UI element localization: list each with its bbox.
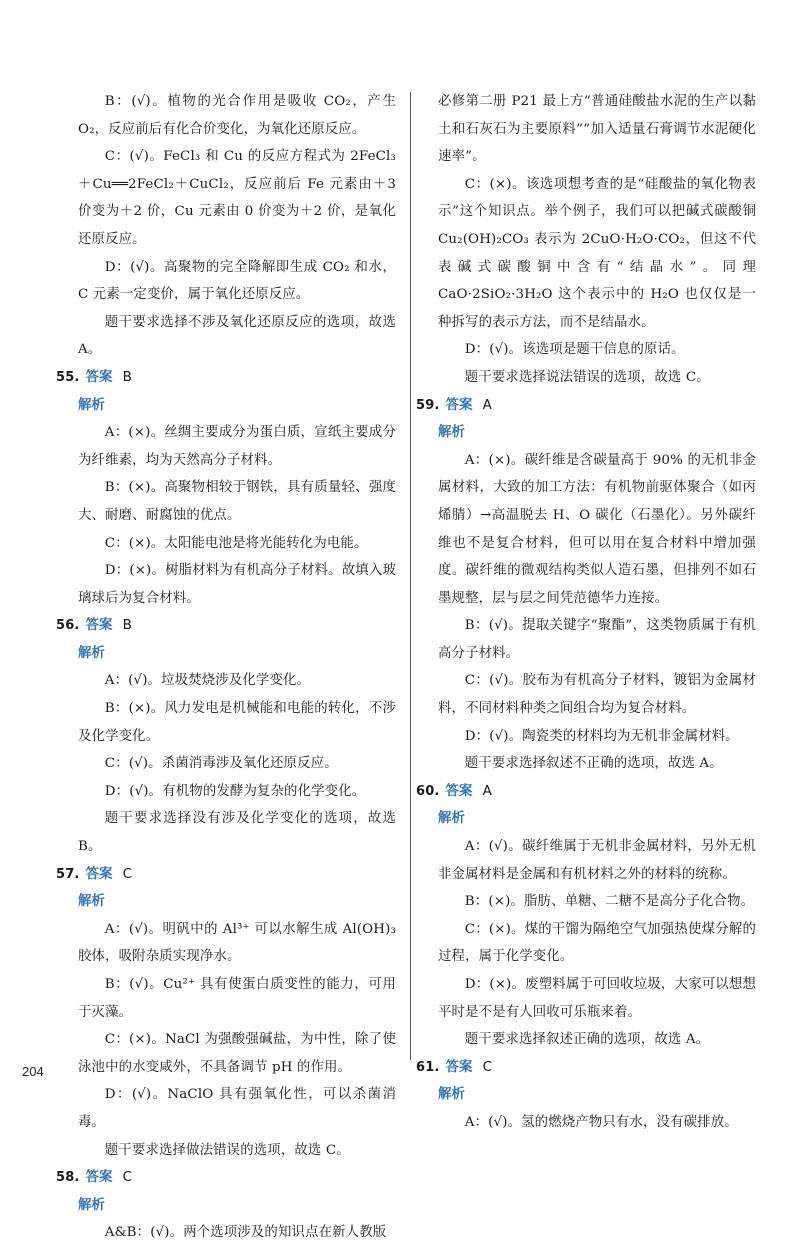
explanation-paragraph: D：(×)。树脂材料为有机高分子材料。故填入玻璃球后为复合材料。 [78,563,396,606]
question-number: 56. [56,618,80,634]
explanation-paragraph: D：(√)。有机物的发酵为复杂的化学变化。 [104,783,366,799]
explanation-paragraph: C：(×)。煤的干馏为隔绝空气加强热使煤分解的过程，属于化学变化。 [438,921,756,965]
answer-label: 答案 [85,866,113,882]
explanation-paragraph: 题干要求选择不涉及氧化还原反应的选项，故选 A。 [78,314,396,358]
analysis-label: 解析 [78,397,106,413]
explanation-paragraph: 题干要求选择叙述正确的选项，故选 A。 [464,1032,710,1048]
question-number: 58. [56,1170,80,1186]
question-number: 55. [56,369,80,385]
explanation-paragraph: B：(×)。高聚物相较于钢铁，具有质量轻、强度大、耐磨、耐腐蚀的优点。 [78,480,396,523]
right-column [416,88,756,1137]
explanation-paragraph: 题干要求选择没有涉及化学变化的选项，故选 B。 [78,811,396,855]
explanation-paragraph: D：(√)。NaClO 具有强氧化性，可以杀菌消毒。 [78,1087,396,1130]
question-answer-heading [416,1054,756,1082]
question-number: 60. [416,783,440,799]
explanation-paragraph: C：(√)。胶布为有机高分子材料，镀铝为金属材料，不同材料种类之间组合均为复合材料。 [438,673,756,717]
explanation-paragraph: A：(×)。碳纤维是含碳量高于 90% 的无机非金属材料，大致的加工方法：有机物前驱体聚合（如丙烯腈）→高温脱去 H、O 碳化（石墨化）。另外碳纤维也不是复合材料，但可以用在复合材料中增加强度。碳纤维的微观结构类似人造石墨，但排列不如石墨规整，层与层之间凭范德华力连接。 [438,452,756,606]
left-column [56,88,396,1247]
question-number: 57. [56,866,80,882]
explanation-paragraph: D：(√)。陶瓷类的材料均为无机非金属材料。 [464,728,739,744]
explanation-paragraph: A：(√)。碳纤维属于无机非金属材料，另外无机非金属材料是金属和有机材料之外的材料的统称。 [438,839,756,882]
analysis-label: 解析 [78,894,106,910]
analysis-label: 解析 [78,645,106,661]
answer-choice: C [482,1059,493,1075]
explanation-paragraph: D：(√)。该选项是题干信息的原话。 [464,342,685,358]
explanation-paragraph: A：(×)。丝绸主要成分为蛋白质，宣纸主要成分为纤维素，均为天然高分子材料。 [78,425,396,468]
question-answer-heading [56,364,396,392]
explanation-paragraph: C：(√)。杀菌消毒涉及氧化还原反应。 [104,756,338,772]
answer-choice: B [122,618,132,634]
answer-label: 答案 [85,1170,113,1186]
explanation-paragraph: 题干要求选择说法错误的选项，故选 C。 [464,369,710,385]
explanation-paragraph: C：(×)。NaCl 为强酸强碱盐，为中性，除了使泳池中的水变咸外，不具备调节 pH 的作用。 [78,1032,396,1075]
question-answer-heading [56,861,396,889]
question-answer-heading [56,612,396,640]
answer-choice: A [482,397,492,413]
explanation-paragraph: B：(×)。脂肪、单糖、二糖不是高分子化合物。 [464,894,755,910]
answer-choice: B [122,369,132,385]
explanation-paragraph: B：(√)。植物的光合作用是吸收 CO₂，产生 O₂，反应前后有化合价变化，为氧化还原反应。 [78,94,396,137]
page-number: 204 [22,1064,44,1079]
explanation-paragraph: D：(×)。废塑料属于可回收垃圾，大家可以想想平时是不是有人回收可乐瓶来着。 [438,977,756,1020]
explanation-paragraph: A：(√)。明矾中的 Al³⁺ 可以水解生成 Al(OH)₃ 胶体，吸附杂质实现净水。 [78,921,396,965]
question-answer-heading [56,1164,396,1192]
explanation-paragraph: C：(√)。FeCl₃ 和 Cu 的反应方程式为 2FeCl₃＋Cu══2FeCl₂＋CuCl₂，反应前后 Fe 元素由＋3 价变为＋2 价，Cu 元素由 0 价变为＋2 价，是氧化还原反应。 [78,149,396,247]
column-divider [410,92,411,1060]
question-answer-heading [416,778,756,806]
analysis-label: 解析 [438,1087,466,1103]
explanation-paragraph: 必修第二册 P21 最上方“普通硅酸盐水泥的生产以黏土和石灰石为主要原料”“加入适量石膏调节水泥硬化速率”。 [438,94,756,165]
answer-label: 答案 [445,397,473,413]
explanation-paragraph: B：(√)。提取关键字“聚酯”，这类物质属于有机高分子材料。 [438,618,756,661]
analysis-label: 解析 [78,1197,106,1213]
answer-label: 答案 [85,618,113,634]
analysis-label: 解析 [438,425,466,441]
answer-choice: C [122,1170,133,1186]
explanation-paragraph: B：(×)。风力发电是机械能和电能的转化，不涉及化学变化。 [78,701,396,744]
explanation-paragraph: D：(√)。高聚物的完全降解即生成 CO₂ 和水，C 元素一定变价，属于氧化还原反应。 [78,259,396,303]
analysis-label: 解析 [438,811,466,827]
answer-choice: C [122,866,133,882]
explanation-paragraph: C：(×)。该选项想考查的是“硅酸盐的氧化物表示”这个知识点。举个例子，我们可以把碱式碳酸铜 Cu₂(OH)₂CO₃ 表示为 2CuO·H₂O·CO₂，但这不代表碱式碳酸铜中含有“结晶水”。同理 CaO·2SiO₂·3H₂O 这个表示中的 H₂O 也仅仅是一种拆写的表示方法，而不是结晶水。 [438,176,756,330]
explanation-paragraph: C：(×)。太阳能电池是将光能转化为电能。 [104,535,368,551]
explanation-paragraph: B：(√)。Cu²⁺ 具有使蛋白质变性的能力，可用于灭藻。 [78,977,396,1020]
explanation-paragraph: 题干要求选择叙述不正确的选项，故选 A。 [464,756,723,772]
question-answer-heading [416,392,756,420]
answer-label: 答案 [445,783,473,799]
explanation-paragraph: A&B：(√)。两个选项涉及的知识点在新人教版 [104,1225,387,1241]
explanation-paragraph: 题干要求选择做法错误的选项，故选 C。 [104,1142,350,1158]
explanation-paragraph: A：(√)。垃圾焚烧涉及化学变化。 [104,673,311,689]
answer-choice: A [482,783,492,799]
question-number: 61. [416,1059,440,1075]
question-number: 59. [416,397,440,413]
explanation-paragraph: A：(√)。氢的燃烧产物只有水，没有碳排放。 [464,1114,738,1130]
answer-label: 答案 [445,1059,473,1075]
answer-label: 答案 [85,369,113,385]
